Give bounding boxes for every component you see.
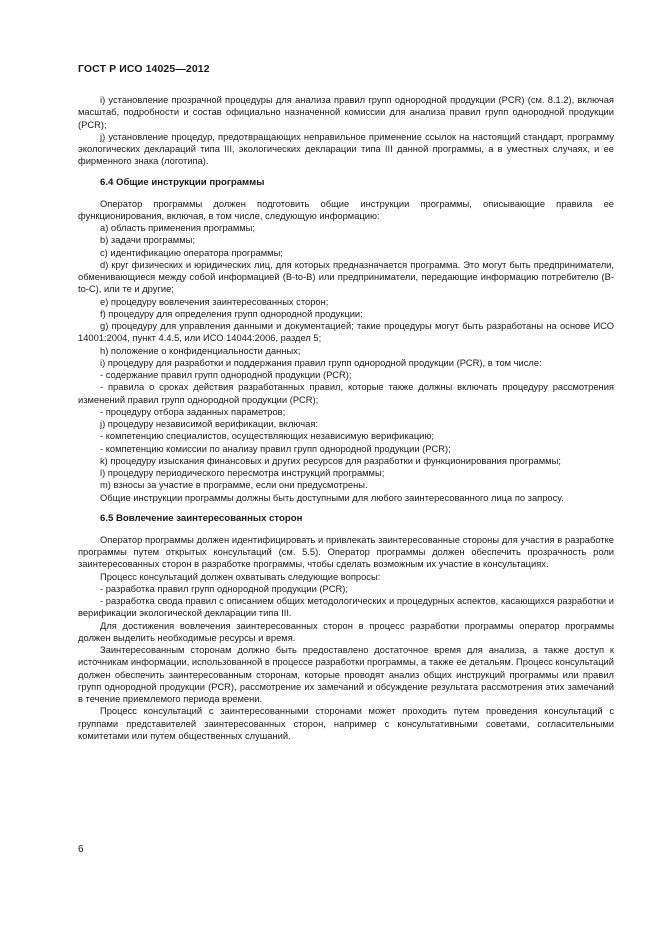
paragraph: j) установление процедур, предотвращающих неправильное применение ссылок на настоящий стандарт, программу экологических деклараций типа III, экологических декларации типа III данной программы, а в уместных случаях, и ее фирменного знака (логотипа). bbox=[78, 131, 614, 167]
list-item: e) процедуру вовлечения заинтересованных сторон; bbox=[100, 296, 329, 307]
list-item: d) круг физических и юридических лиц, для которых предназначается программа. Это могут быть предприниматели, обменивающиеся между собой информацией (B-to-B) или предприниматели, передающие информацию потребителю (B-to-C), или те и другие; bbox=[78, 259, 614, 295]
paragraph: Оператор программы должен подготовить общие инструкции программы, описывающие правила ее функционирования, включая, в том числе, следующую информацию: bbox=[78, 198, 614, 221]
paragraph: Процесс консультаций с заинтересованными сторонами может проходить путем проведения консультаций с группами представителей заинтересованных сторон, например с консультативными советами, согласительными комитетами или путем общественных слушаний. bbox=[78, 706, 614, 741]
list-item: g) процедуру для управления данными и документацией; такие процедуры могут быть разработаны на основе ИСО 14001:2004, пункт 4.4.5, или ИСО 14044:2006, раздел 5; bbox=[78, 321, 614, 344]
list-item: - разработка правил групп однородной продукции (PCR); bbox=[100, 583, 348, 594]
section-heading-6-4: 6.4 Общие инструкции программы bbox=[100, 176, 265, 188]
list-item: m) взносы за участие в программе, если они предусмотрены. bbox=[100, 480, 368, 491]
list-item: - процедуру отбора заданных параметров; bbox=[100, 406, 286, 417]
paragraph: Процесс консультаций должен охватывать следующие вопросы: bbox=[100, 571, 381, 582]
list-item: - разработка свода правил с описанием общих методологических и процедурных аспектов, касающихся разработки и верификации экологической декларации типа III. bbox=[78, 596, 614, 619]
list-item: - правила о сроках действия разработанных правил, которые также должны включать процедуру рассмотрения изменений правил групп однородной продукции (PCR); bbox=[78, 382, 614, 405]
list-item: f) процедуру для определения групп однородной продукции; bbox=[100, 308, 363, 319]
paragraph: Оператор программы должен идентифицировать и привлекать заинтересованные стороны для участия в разработке программы путем открытых консультаций (см. 5.5). Оператор программы должен обеспечить прозрачность роли заинтересованных сторон в разработке программы, чтобы сделать возможным их участие в консультациях. bbox=[78, 534, 614, 570]
paragraph: Заинтересованным сторонам должно быть предоставлено достаточное время для анализа, а также доступ к источникам информации, использованной в процессе разработки программы, а также ее детальям. Процесс консультаций должен обеспечить заинтересованным сторонам, которые проводят анализ общих инструкций программы или правил групп однородной продукции (PCR), рассмотрение их замечаний и обсуждение результата рассмотрения этих замечаний в течение приемлемого периода времени. bbox=[78, 645, 614, 704]
list-item: - содержание правил групп однородной продукции (PCR); bbox=[100, 370, 352, 380]
list-item: k) процедуру изыскания финансовых и других ресурсов для разработки и функционирования программы; bbox=[100, 455, 561, 466]
paragraph: i) установление прозрачной процедуры для анализа правил групп однородной продукции (PCR) (см. 8.1.2), включая масштаб, подробности и состав официально назначенной комиссии для анализа правил групп однородной продукции (PCR); bbox=[78, 95, 614, 130]
page-number: 6 bbox=[78, 844, 84, 855]
paragraph: Общие инструкции программы должны быть доступными для любого заинтересованного лица по запросу. bbox=[100, 492, 564, 503]
list-item: l) процедуру периодического пересмотра инструкций программы; bbox=[100, 468, 385, 478]
list-item: c) идентификацию оператора программы; bbox=[100, 247, 283, 258]
list-item: a) область применения программы; bbox=[100, 223, 255, 233]
list-item: j) процедуру независимой верификации, включая: bbox=[100, 419, 318, 429]
paragraph: Для достижения вовлечения заинтересованных сторон в процесс разработки программы оператор программы должен выделить необходимые ресурсы и время. bbox=[78, 620, 614, 643]
list-item: h) положение о конфиденциальности данных; bbox=[100, 345, 301, 356]
document-header: ГОСТ Р ИСО 14025—2012 bbox=[78, 63, 210, 75]
list-item: b) задачи программы; bbox=[100, 235, 195, 246]
document-body bbox=[78, 94, 614, 742]
list-item: i) процедуру для разработки и поддержания правил групп однородной продукции (PCR), в том числе: bbox=[100, 357, 542, 368]
list-item: - компетенцию специалистов, осуществляющих независимую верификацию; bbox=[100, 431, 435, 442]
section-heading-6-5: 6.5 Вовлечение заинтересованных сторон bbox=[100, 512, 303, 524]
list-item: - компетенцию комиссии по анализу правил групп однородной продукции (PCR); bbox=[100, 443, 451, 454]
